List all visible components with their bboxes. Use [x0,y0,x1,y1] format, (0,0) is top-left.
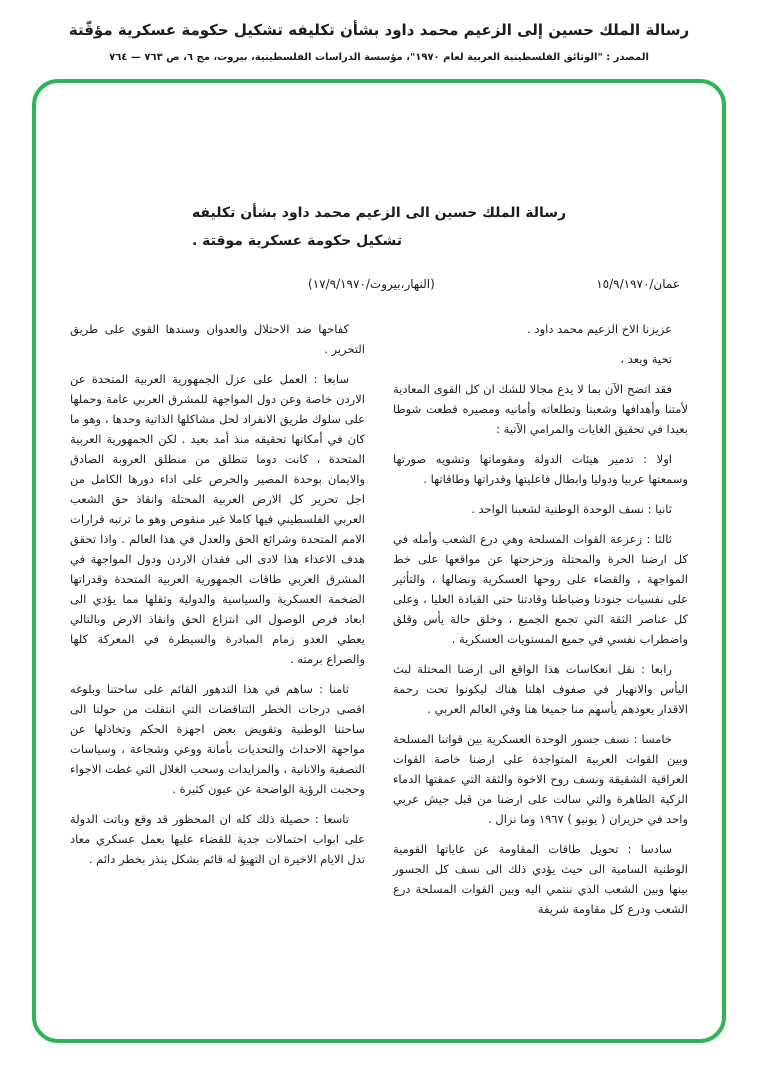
document-title-line1: رسالة الملك حسين الى الزعيم محمد داود بشأن تكليفه [191,205,567,221]
dateline-amman: عمان/١٥/٩/١٩٧٠ [596,277,680,291]
document-title-line2: تشكيل حكومة عسكرية موقتة . [191,233,402,249]
column-right [393,319,688,929]
paragraph: فقد اتضح الآن بما لا يدع مجالا للشك ان كل القوى المعادية لأمتنا وأهدافها وشعبنا وتطلعاته وأمانيه ومصيره قطعت شوطا بعيدا في تحقيق الغايات والمرامي الآتية : [393,382,688,436]
page-title: رسالة الملك حسين إلى الزعيم محمد داود بشأن تكليفه تشكيل حكومة عسكرية مؤقّتة [68,21,690,39]
column-left [70,319,365,929]
page-header [0,0,758,65]
paragraph: خامسا : نسف جسور الوحدة العسكرية بين قواتنا المسلحة وبين القوات العربية المتواجدة على ارضنا خاصة القوات العراقية الشقيقة ونسف روح الاخوة والثقة التي عمقتها الدماء الزكية الطاهرة والتي سالت على ارضنا من قبل جيش عربي واحد في حزيران ( يونيو ) ١٩٦٧ وما نزال . [393,732,688,826]
paragraph: تحية وبعد ، [620,352,672,366]
paragraph: ثالثا : زعزعة القوات المسلحة وهي درع الشعب وأمله في كل ارضنا الحرة والمحتلة وزحزحتها عن مواقعها على خط المواجهة ، والقضاء على روحها العسكرية ونضالها ، والتأثير على نفسيات جنودنا وضباطنا وقادتنا حتى القيادة العليا ، وعلى كل عناصر الثقة التي تجمع الجميع ، وخلق حالة يأس وقلق واضطراب نفسي في جميع المستويات العسكرية . [393,532,688,646]
document-body [70,319,688,929]
document-frame [32,79,726,1043]
document-scan [36,83,722,929]
source-line: المصدر : "الوثائق الفلسطينية العربية لعام ١٩٧٠"، مؤسسة الدراسات الفلسطينية، بيروت، مج ٦، ص ٧٦٣ — ٧٦٤ [109,52,649,63]
paragraph: سابعا : العمل على عزل الجمهورية العربية المتحدة عن الاردن خاصة وعن دول المواجهة للمشرق العربي عامة وحملها على سلوك طريق الانفراد لحل مشاكلها الذاتية وحدها ، وهو ما كان في أمكانها تحقيقه منذ أمد بعيد . لكن الجمهورية العربية المتحدة ، كانت دوما تنطلق من منطلق العروبة الصادق والايمان بوحدة المصير والحرص على اداء دورها الكامل من اجل تحرير كل الارض العربية المحتلة وانقاذ حق الشعب العربي الفلسطيني فيها كاملا غير منقوص وهو ما ترتبه قرارات الامم المتحدة وشرائع الحق والعدل في هذا العالم . واذا تحقق هدف الاعداء هذا لادى الى فقدان الاردن ودول المواجهة في المشرق العربي طاقات الجمهورية العربية المتحدة وقدراتها الضخمة العسكرية والسياسية والدولية وثقلها مما يؤدي الى ابعاد فرص الوصول الى انتزاع الحق وانقاذ الارض وبالتالي يعطي العدو زمام المبادرة والسيطرة في المعركة كلها والصراع برمته . [70,372,365,666]
paragraph: كفاحها ضد الاحتلال والعدوان وسندها القوي على طريق التحرير . [70,322,365,356]
paragraph: سادسا : تحويل طاقات المقاومة عن غاياتها القومية الوطنية السامية الى حيث يؤدي ذلك الى نسف كل الجسور بينها وبين الشعب الذي ننتمي اليه وبين القوات المسلحة درع الشعب ودرع كل مقاومة شريفة [393,842,688,916]
paragraph: ثامنا : ساهم في هذا التدهور القائم على ساحتنا وبلوغه اقصى درجات الخطر التناقضات التي انتقلت من حولنا الى ساحتنا الوطنية وتقويض بعض اجهزة الحكم وتخاذلها عن مواجهة الاحداث والتحديات بأمانة ووعي وشجاعة ، وسياسات التصفية والانانية ، والمزايدات وسحب الغلال التي غطت الاجواء وحجبت الرؤية الواضحة عن عيون كثيرة . [70,682,365,796]
document-title [192,199,566,255]
paragraph: ثانيا : نسف الوحدة الوطنية لشعبنا الواحد . [471,502,672,516]
dateline-newspaper: (النهار،بيروت/١٧/٩/١٩٧٠) [308,277,435,291]
paragraph: عزيزنا الاخ الزعيم محمد داود . [527,322,672,336]
paragraph: تاسعا : حصيلة ذلك كله ان المحظور قد وقع وباتت الدولة على ابواب احتمالات جدية للقضاء عليها بعمل عسكري معاد تدل الايام الاخيرة ان التهيؤ له قائم بشكل ينذر بخطر دائم . [70,812,365,866]
paragraph: اولا : تدمير هيئات الدولة ومقوماتها وتشويه صورتها وسمعتها عربيا ودوليا وابطال فاعليتها وقدراتها وطاقاتها . [393,452,688,486]
paragraph: رابعا : نقل انعكاسات هذا الواقع الى ارضنا المحتلة لبث اليأس والانهيار في صفوف اهلنا هناك ليكونوا تحت رحمة الاقدار يعودهم يأسهم منا جميعا هنا وفي العالم العربي . [393,662,688,716]
date-row [308,277,680,291]
